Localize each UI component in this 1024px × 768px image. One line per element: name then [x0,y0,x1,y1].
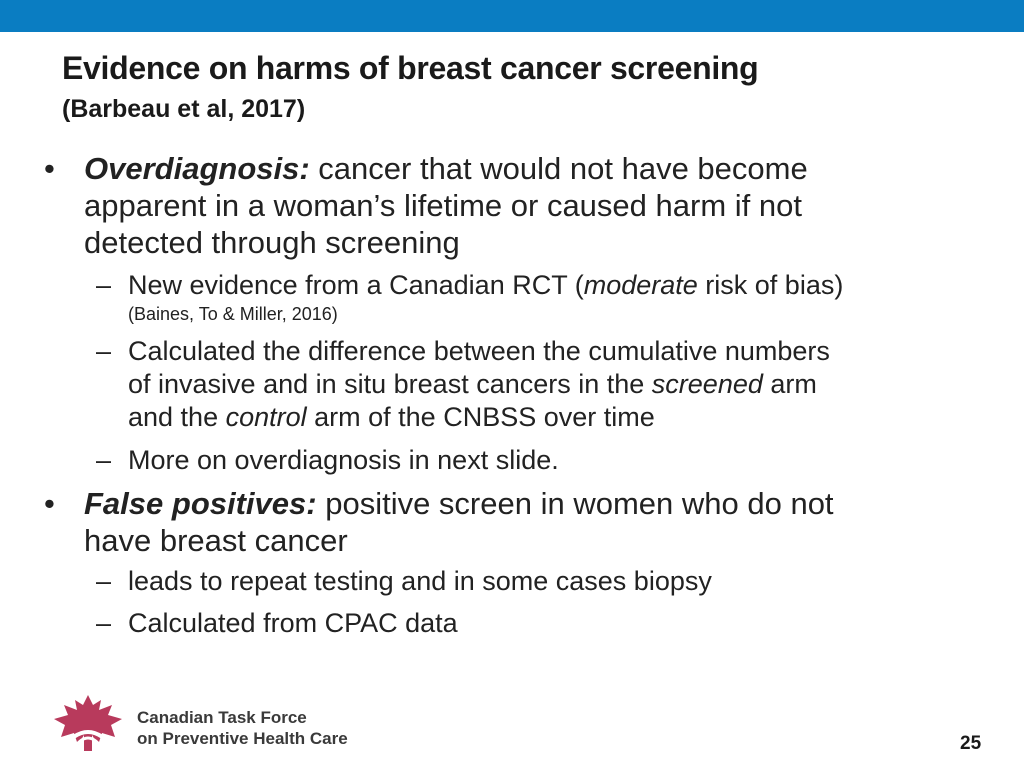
emphasis-text: control [225,402,307,432]
sub-bullet-text: arm [762,369,817,399]
sub-bullet-repeat-testing [96,565,968,598]
sub-bullet-marker: – [96,608,112,638]
sub-bullet-marker: – [96,445,112,475]
bullet-label: False positives: [84,486,317,521]
bullet-text: cancer that would not have become [309,151,808,186]
sub-bullet-new-evidence [96,269,968,302]
bullet-overdiagnosis [44,150,964,261]
sub-bullet-marker: – [96,566,112,596]
sub-bullet-text: and the [128,402,226,432]
sub-bullet-text: Calculated from CPAC data [128,608,458,638]
bullet-text: positive screen in women who do not [316,486,834,521]
sub-bullet-marker: – [96,270,112,300]
sub-bullet-text: New evidence from a Canadian RCT ( [128,270,584,300]
bullet-marker: • [44,151,55,186]
bullet-line: detected through screening [84,225,460,260]
sub-bullet-cpac-data [96,607,968,640]
slide-title: Evidence on harms of breast cancer screening [62,50,759,86]
sub-bullet-line [128,368,968,401]
sub-bullet-marker: – [96,336,112,366]
emphasis-text: moderate [583,270,698,300]
bullet-line: apparent in a woman’s lifetime or caused harm if not [84,188,802,223]
bullet-marker: • [44,486,55,521]
sub-bullet-text: of invasive and in situ breast cancers in the [128,369,652,399]
bullet-line [84,150,964,187]
sub-bullet-line [128,401,968,434]
sub-bullet-line: Calculated the difference between the cumulative numbers [128,336,830,366]
organization-name [137,707,348,749]
bullet-label: Overdiagnosis: [84,151,310,186]
organization-line: Canadian Task Force [137,708,307,727]
maple-leaf-logo-icon [52,693,124,753]
citation: (Baines, To & Miller, 2016) [128,304,338,324]
sub-bullet-text: More on overdiagnosis in next slide. [128,445,559,475]
top-accent-bar [0,0,1024,32]
sub-bullet-more-overdiagnosis [96,444,968,477]
sub-bullet-text: arm of the CNBSS over time [306,402,655,432]
sub-bullet-text: leads to repeat testing and in some cases biopsy [128,566,712,596]
page-number: 25 [960,733,982,754]
bullet-line [84,485,964,522]
sub-bullet-text: risk of bias) [697,270,844,300]
organization-line: on Preventive Health Care [137,729,348,748]
sub-bullet-calculated-difference [96,335,968,434]
slide-subtitle: (Barbeau et al, 2017) [62,95,306,123]
bullet-false-positives [44,485,964,559]
emphasis-text: screened [651,369,763,399]
bullet-line: have breast cancer [84,523,348,558]
